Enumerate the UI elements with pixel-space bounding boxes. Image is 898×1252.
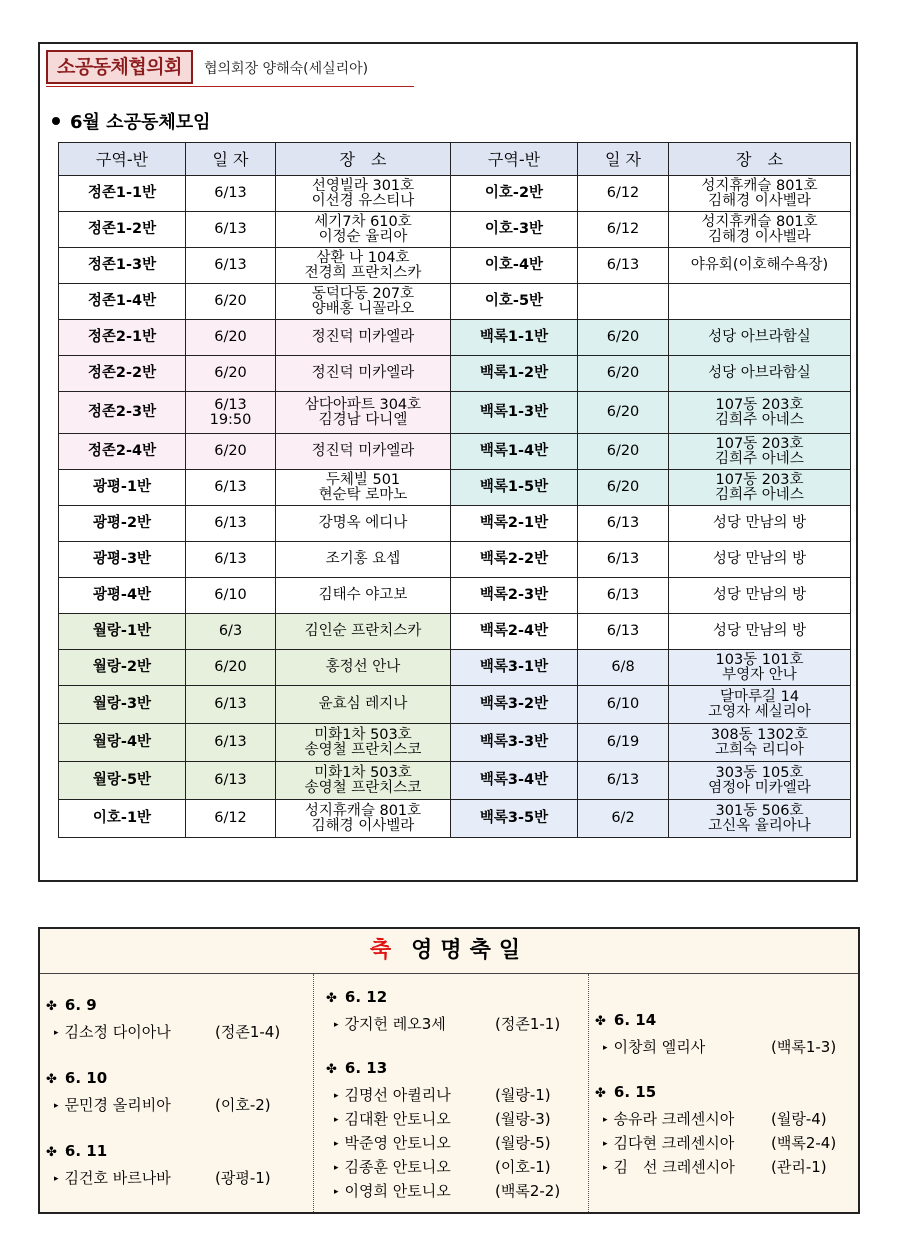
date-cell: 6/20 (578, 320, 669, 356)
place-cell: 성당 아브라함실 (669, 356, 851, 392)
date-cell: 6/13 (578, 248, 669, 284)
place-cell: 선영빌라 301호 이선경 유스티나 (276, 176, 451, 212)
area-cell: 광평-2반 (59, 506, 186, 542)
place-cell: 308동 1302호 고희숙 리디아 (669, 724, 851, 762)
table-row (59, 320, 851, 356)
date-cell: 6/3 (186, 614, 276, 650)
clover-icon: ✤ (595, 1086, 606, 1101)
feast-person (54, 1094, 171, 1115)
date-cell: 6/10 (578, 686, 669, 724)
table-row (59, 392, 851, 434)
area-cell: 정존2-1반 (59, 320, 186, 356)
place-cell: 107동 203호 김희주 아네스 (669, 434, 851, 470)
col-header-date: 일 자 (186, 143, 276, 176)
schedule-table (58, 142, 851, 838)
area-cell: 백록1-1반 (451, 320, 578, 356)
area-cell: 백록3-1반 (451, 650, 578, 686)
date-cell: 6/12 (186, 800, 276, 838)
table-row (59, 284, 851, 320)
person-name: 강지헌 레오3세 (344, 1015, 446, 1033)
area-cell: 광평-3반 (59, 542, 186, 578)
area-cell: 백록3-3반 (451, 724, 578, 762)
col-header-place: 장 소 (276, 143, 451, 176)
triangle-bullet-icon: ▸ (334, 1163, 339, 1173)
person-area: (백록2-2) (495, 1182, 561, 1200)
table-row (59, 470, 851, 506)
date-cell: 6/20 (186, 434, 276, 470)
feast-person (54, 1021, 171, 1042)
feast-column-1 (40, 974, 312, 1212)
triangle-bullet-icon: ▸ (334, 1020, 339, 1030)
date-cell: 6/20 (186, 320, 276, 356)
area-cell: 정존1-1반 (59, 176, 186, 212)
section-title: 6월 소공동체모임 (52, 108, 211, 134)
date-cell: 6/20 (578, 470, 669, 506)
area-cell: 백록1-2반 (451, 356, 578, 392)
table-row (59, 542, 851, 578)
place-cell: 성지휴캐슬 801호 김해경 이사벨라 (276, 800, 451, 838)
person-name: 김종훈 안토니오 (344, 1158, 451, 1176)
feast-person (603, 1108, 734, 1129)
feast-person (603, 1132, 734, 1153)
place-cell: 성당 만남의 방 (669, 506, 851, 542)
place-cell: 달마루길 14 고영자 세실리아 (669, 686, 851, 724)
area-cell: 월랑-4반 (59, 724, 186, 762)
place-cell: 성지휴캐슬 801호 김해경 이사벨라 (669, 176, 851, 212)
place-cell: 세기7차 610호 이정순 율리아 (276, 212, 451, 248)
place-cell: 강명옥 에디나 (276, 506, 451, 542)
table-row (59, 434, 851, 470)
triangle-bullet-icon: ▸ (603, 1163, 608, 1173)
date-cell: 6/13 (578, 578, 669, 614)
council-badge: 소공동체협의회 (46, 50, 193, 84)
area-cell: 백록3-2반 (451, 686, 578, 724)
date-cell: 6/19 (578, 724, 669, 762)
person-name: 김소정 다이아나 (64, 1023, 171, 1041)
clover-icon: ✤ (46, 1072, 57, 1087)
col-header-area: 구역-반 (451, 143, 578, 176)
meeting-schedule-panel (38, 42, 858, 882)
feast-person (334, 1180, 451, 1201)
bullet-icon (52, 117, 60, 125)
area-cell: 월랑-5반 (59, 762, 186, 800)
place-cell: 303동 105호 염정아 미카엘라 (669, 762, 851, 800)
date-cell: 6/13 (186, 762, 276, 800)
date-cell: 6/13 (578, 614, 669, 650)
table-row (59, 248, 851, 284)
area-cell: 정존1-4반 (59, 284, 186, 320)
feast-date: ✤ 6. 15 (595, 1083, 657, 1101)
triangle-bullet-icon: ▸ (603, 1139, 608, 1149)
area-cell: 이호-1반 (59, 800, 186, 838)
clover-icon: ✤ (595, 1014, 606, 1029)
area-cell: 이호-5반 (451, 284, 578, 320)
place-cell: 정진덕 미카엘라 (276, 434, 451, 470)
area-cell: 월랑-1반 (59, 614, 186, 650)
table-header-row (59, 143, 851, 176)
place-cell: 미화1차 503호 송영철 프란치스코 (276, 724, 451, 762)
person-area: (월랑-5) (495, 1134, 551, 1152)
date-cell: 6/13 (186, 506, 276, 542)
table-row (59, 506, 851, 542)
area-cell: 백록3-5반 (451, 800, 578, 838)
table-row (59, 578, 851, 614)
date-cell: 6/13 (578, 762, 669, 800)
person-name: 박준영 안토니오 (344, 1134, 451, 1152)
place-cell: 조기홍 요셉 (276, 542, 451, 578)
triangle-bullet-icon: ▸ (334, 1091, 339, 1101)
date-cell: 6/2 (578, 800, 669, 838)
date-cell: 6/20 (186, 284, 276, 320)
council-president: 협의회장 양해숙(세실리아) (204, 61, 369, 77)
date-cell: 6/13 19:50 (186, 392, 276, 434)
place-cell: 홍정선 안나 (276, 650, 451, 686)
clover-icon: ✤ (326, 1062, 337, 1077)
triangle-bullet-icon: ▸ (334, 1115, 339, 1125)
date-cell: 6/13 (186, 470, 276, 506)
table-row (59, 724, 851, 762)
person-area: (월랑-4) (771, 1110, 827, 1128)
council-header (46, 50, 414, 87)
area-cell: 백록2-3반 (451, 578, 578, 614)
area-cell: 백록2-4반 (451, 614, 578, 650)
place-cell: 301동 506호 고신옥 율리아나 (669, 800, 851, 838)
date-cell (578, 284, 669, 320)
clover-icon: ✤ (46, 1145, 57, 1160)
person-name: 김다현 크레센시아 (613, 1134, 735, 1152)
place-cell: 삼환 나 104호 전경희 프란치스카 (276, 248, 451, 284)
area-cell: 백록1-5반 (451, 470, 578, 506)
place-cell: 김인순 프란치스카 (276, 614, 451, 650)
clover-icon: ✤ (46, 999, 57, 1014)
date-cell: 6/12 (578, 176, 669, 212)
place-cell: 정진덕 미카엘라 (276, 356, 451, 392)
area-cell: 월랑-3반 (59, 686, 186, 724)
place-cell: 성당 만남의 방 (669, 614, 851, 650)
person-area: (백록2-4) (771, 1134, 837, 1152)
triangle-bullet-icon: ▸ (334, 1139, 339, 1149)
place-cell: 야유회(이호해수욕장) (669, 248, 851, 284)
area-cell: 백록2-1반 (451, 506, 578, 542)
feast-date: ✤ 6. 13 (326, 1059, 388, 1077)
table-row (59, 176, 851, 212)
feast-person (603, 1156, 735, 1177)
person-area: (광평-1) (215, 1169, 271, 1187)
feast-date: ✤ 6. 10 (46, 1069, 108, 1087)
area-cell: 정존2-4반 (59, 434, 186, 470)
date-cell: 6/20 (578, 356, 669, 392)
date-cell: 6/13 (186, 686, 276, 724)
place-cell: 성당 만남의 방 (669, 578, 851, 614)
col-header-area: 구역-반 (59, 143, 186, 176)
place-cell: 성당 아브라함실 (669, 320, 851, 356)
triangle-bullet-icon: ▸ (54, 1101, 59, 1111)
col-header-place: 장 소 (669, 143, 851, 176)
area-cell: 백록2-2반 (451, 542, 578, 578)
place-cell (669, 284, 851, 320)
area-cell: 정존2-2반 (59, 356, 186, 392)
area-cell: 정존1-2반 (59, 212, 186, 248)
triangle-bullet-icon: ▸ (54, 1028, 59, 1038)
feast-person (334, 1013, 446, 1034)
area-cell: 백록3-4반 (451, 762, 578, 800)
place-cell: 두체빌 501 현순탁 로마노 (276, 470, 451, 506)
date-cell: 6/13 (186, 724, 276, 762)
date-cell: 6/20 (578, 434, 669, 470)
person-name: 송유라 크레센시아 (613, 1110, 735, 1128)
person-area: (이호-2) (215, 1096, 271, 1114)
place-cell: 삼다아파트 304호 김경남 다니엘 (276, 392, 451, 434)
area-cell: 정존1-3반 (59, 248, 186, 284)
area-cell: 정존2-3반 (59, 392, 186, 434)
table-row (59, 686, 851, 724)
triangle-bullet-icon: ▸ (603, 1043, 608, 1053)
place-cell: 정진덕 미카엘라 (276, 320, 451, 356)
place-cell: 김태수 야고보 (276, 578, 451, 614)
date-cell: 6/13 (186, 176, 276, 212)
feast-day-panel (38, 927, 860, 1214)
person-area: (월랑-1) (495, 1086, 551, 1104)
place-cell: 윤효심 레지나 (276, 686, 451, 724)
feast-person (334, 1156, 451, 1177)
area-cell: 백록1-4반 (451, 434, 578, 470)
table-row (59, 650, 851, 686)
place-cell: 107동 203호 김희주 아네스 (669, 392, 851, 434)
feast-title: 축 영명축일 (40, 929, 858, 974)
feast-date: ✤ 6. 11 (46, 1142, 108, 1160)
feast-person (54, 1167, 171, 1188)
person-area: (이호-1) (495, 1158, 551, 1176)
feast-person (603, 1036, 705, 1057)
place-cell: 107동 203호 김희주 아네스 (669, 470, 851, 506)
person-name: 김건호 바르나바 (64, 1169, 171, 1187)
table-row (59, 800, 851, 838)
col-header-date: 일 자 (578, 143, 669, 176)
person-name: 문민경 올리비아 (64, 1096, 171, 1114)
person-area: (정존1-1) (495, 1015, 561, 1033)
person-name: 이창희 엘리사 (613, 1038, 706, 1056)
place-cell: 미화1차 503호 송영철 프란치스코 (276, 762, 451, 800)
date-cell: 6/13 (186, 542, 276, 578)
place-cell: 성당 만남의 방 (669, 542, 851, 578)
area-cell: 백록1-3반 (451, 392, 578, 434)
feast-person (334, 1132, 451, 1153)
date-cell: 6/8 (578, 650, 669, 686)
feast-column-2 (313, 974, 588, 1212)
person-area: (정존1-4) (215, 1023, 281, 1041)
date-cell: 6/20 (186, 356, 276, 392)
triangle-bullet-icon: ▸ (54, 1174, 59, 1184)
person-name: 김명선 아퀼리나 (344, 1086, 451, 1104)
date-cell: 6/13 (578, 542, 669, 578)
area-cell: 이호-4반 (451, 248, 578, 284)
place-cell: 103동 101호 부영자 안나 (669, 650, 851, 686)
area-cell: 광평-1반 (59, 470, 186, 506)
person-name: 김대환 안토니오 (344, 1110, 451, 1128)
area-cell: 이호-3반 (451, 212, 578, 248)
person-name: 김 선 크레센시아 (613, 1158, 735, 1176)
clover-icon: ✤ (326, 991, 337, 1006)
feast-title-accent: 축 (369, 938, 400, 963)
person-area: (관리-1) (771, 1158, 827, 1176)
feast-date: ✤ 6. 9 (46, 996, 97, 1014)
area-cell: 월랑-2반 (59, 650, 186, 686)
date-cell: 6/10 (186, 578, 276, 614)
table-row (59, 762, 851, 800)
date-cell: 6/13 (578, 506, 669, 542)
feast-column-3 (588, 974, 859, 1212)
table-row (59, 212, 851, 248)
triangle-bullet-icon: ▸ (334, 1187, 339, 1197)
feast-date: ✤ 6. 14 (595, 1011, 657, 1029)
triangle-bullet-icon: ▸ (603, 1115, 608, 1125)
date-cell: 6/12 (578, 212, 669, 248)
area-cell: 광평-4반 (59, 578, 186, 614)
feast-date: ✤ 6. 12 (326, 988, 388, 1006)
feast-person (334, 1108, 451, 1129)
place-cell: 성지휴캐슬 801호 김해경 이사벨라 (669, 212, 851, 248)
person-name: 이영희 안토니오 (344, 1182, 451, 1200)
person-area: (월랑-3) (495, 1110, 551, 1128)
area-cell: 이호-2반 (451, 176, 578, 212)
table-row (59, 356, 851, 392)
date-cell: 6/13 (186, 212, 276, 248)
date-cell: 6/20 (578, 392, 669, 434)
person-area: (백록1-3) (771, 1038, 837, 1056)
date-cell: 6/13 (186, 248, 276, 284)
table-row (59, 614, 851, 650)
feast-person (334, 1084, 451, 1105)
place-cell: 동덕다동 207호 양배홍 니꼴라오 (276, 284, 451, 320)
date-cell: 6/20 (186, 650, 276, 686)
